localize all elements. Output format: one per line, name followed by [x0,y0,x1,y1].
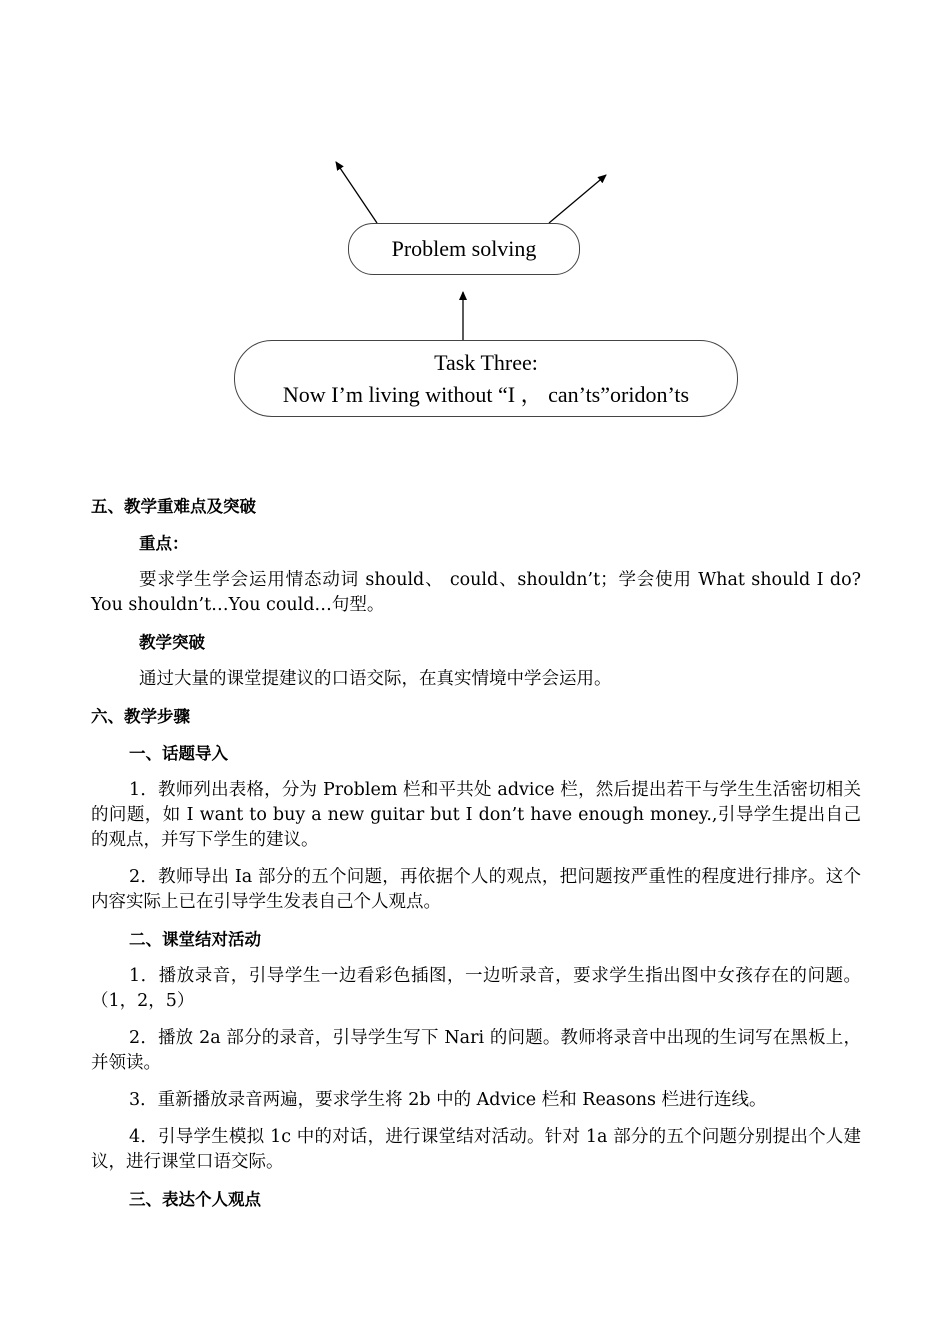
concept-diagram [0,0,950,440]
problem-solving-label: Problem solving [391,236,537,261]
step-two-paragraph-1 [91,964,861,1014]
step-two-paragraph-2 [91,1026,861,1076]
step-two-paragraph-3-text: 3．重新播放录音两遍，要求学生将 2b 中的 Advice 栏和 Reasons 栏进行连线。 [129,1090,767,1110]
step-two-paragraph-3 [91,1088,861,1113]
problem-solving-box [348,223,580,275]
step-one-heading: 一、话题导入 [129,744,228,763]
key-points-label: 重点： [139,534,189,553]
step-two-paragraph-2-text: 2．播放 2a 部分的录音，引导学生写下 Nari 的问题。教师将录音中出现的生词写在黑板上，并领读。 [91,1028,861,1073]
task-three-subtitle: Now I’m living without “I ， can’ts”oridon’ts [282,381,690,407]
task-three-box [234,340,738,417]
breakthrough-label: 教学突破 [139,633,205,652]
step-two-paragraph-1-text: 1．播放录音，引导学生一边看彩色插图，一边听录音，要求学生指出图中女孩存在的问题。（1，2，5） [91,966,861,1011]
section-five-heading: 五、教学重难点及突破 [91,497,256,516]
task-three-title: Task Three: [434,349,538,375]
step-two-paragraph-4-text: 4．引导学生模拟 1c 中的对话，进行课堂结对活动。针对 1a 部分的五个问题分别提出个人建议，进行课堂口语交际。 [91,1127,861,1172]
breakthrough-text: 通过大量的课堂提建议的口语交际，在真实情境中学会运用。 [139,669,612,689]
arrow-up-left [336,162,377,223]
section-six-heading: 六、教学步骤 [91,707,190,726]
step-one-paragraph-2 [91,865,861,915]
key-points-text: 要求学生学会运用情态动词 should、 could、shouldn’t；学会使用 What should I do?You shouldn’t…You could…句型。 [91,570,861,615]
document-body [91,494,861,1224]
step-three-heading: 三、表达个人观点 [129,1190,261,1209]
step-two-paragraph-4 [91,1125,861,1175]
step-one-paragraph-1-text: 1．教师列出表格，分为 Problem 栏和平共处 advice 栏，然后提出若干与学生生活密切相关的问题，如 I want to buy a new guitar but I don’t have enough money.,引导学生提出自己的观点，并写下学生的建议。 [91,780,861,850]
step-two-heading: 二、课堂结对活动 [129,930,261,949]
step-one-paragraph-2-text: 2．教师导出 Ia 部分的五个问题，再依据个人的观点，把问题按严重性的程度进行排序。这个内容实际上已在引导学生发表自己个人观点。 [91,867,861,912]
arrow-up-right [549,175,606,223]
step-one-paragraph-1 [91,778,861,853]
